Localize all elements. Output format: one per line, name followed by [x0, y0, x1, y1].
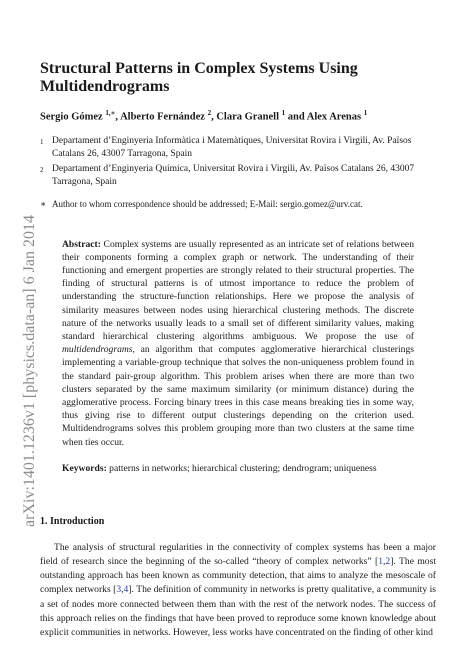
intro-text-1: The analysis of structural regularities in the connectivity of complex systems has been a major field of research since the beginning of the so-called “theory of complex networks” [	[40, 541, 436, 567]
citation-separator: ,	[383, 555, 386, 567]
author-name: Alex Arenas	[306, 111, 362, 123]
intro-text-2: ]. The most outstanding approach has been known as community detection, that aims to analyze the mesoscale of complex networks [	[40, 555, 437, 596]
affiliation-text: Departament d’Enginyeria Informàtica i Matemàtiques, Universitat Rovira i Virgili, Av. Països Catalans 26, 43007 Tarragona, Spain	[52, 135, 412, 159]
keywords-text: patterns in networks; hierarchical clustering; dendrogram; uniqueness	[106, 462, 377, 474]
affiliation-number: 2	[40, 165, 44, 174]
author-mark: 1	[363, 109, 368, 117]
affiliation-number: 1	[40, 137, 44, 146]
keywords	[62, 463, 414, 474]
paper-title: Structural Patterns in Complex Systems Using Multidendrograms	[40, 60, 358, 95]
author-list: Sergio Gómez $^{1,∗}$, Alberto Fernández $^2$, Clara Granell $^1$ and Alex Arenas $^1$	[40, 109, 368, 123]
citation-link[interactable]: 3	[116, 584, 122, 596]
section-heading: 1. Introduction	[40, 515, 105, 527]
abstract-italic-term: multidendrograms	[62, 344, 133, 356]
author-name: Alberto Fernández	[120, 111, 205, 123]
correspondence-note	[40, 199, 436, 210]
paper-page	[40, 60, 436, 640]
keywords-label: Keywords:	[62, 462, 107, 474]
author-mark: 1,∗	[105, 109, 116, 117]
correspondence-text: Author to whom correspondence should be addressed; E-Mail: sergio.gomez@urv.cat.	[52, 198, 363, 209]
introduction-paragraph	[40, 541, 436, 640]
abstract-text-1: Complex systems are usually represented as an intricate set of relations between their components forming a complex graph or network. The understanding of their functioning and emergent properties are strongly related to their structural properties. The finding of structural patterns is of utmost importance to reduce the problem of understanding the structure-function relationships. Here we propose the analysis of similarity measures between nodes using hierarchical clustering methods. The discrete nature of the networks usually leads to a small set of different similarity values, making standard hierarchical clustering algorithms ambiguous. We propose the use of	[62, 238, 414, 342]
correspondence-star: ∗	[40, 198, 47, 209]
arxiv-identifier: arXiv:1401.1236v1 [physics.data-an] 6 Jan 2014	[21, 215, 38, 527]
affiliation-text: Departament d’Enginyeria Química, Universitat Rovira i Virgili, Av. Països Catalans 26, 43007 Tarragona, Spain	[52, 163, 415, 187]
abstract-text-2: , an algorithm that computes agglomerative hierarchical clusterings implementing a variable-group technique that solves the non-uniqueness problem found in the standard pair-group algorithm. This problem arises when there are more than two clusters separated by the same maximum similarity (or minimum distance) during the agglomerative process. Forcing binary trees in this case means breaking ties in some way, thus giving rise to different output clusterings depending on the criterion used. Multidendrograms solves this problem grouping more than two clusters at the same time when ties occur.	[62, 344, 414, 448]
citation-link[interactable]: 1	[378, 555, 384, 567]
citation-link[interactable]: 2	[385, 555, 391, 567]
abstract	[62, 238, 414, 449]
citation-link[interactable]: 4	[123, 584, 129, 596]
author-name: Clara Granell	[216, 111, 280, 123]
affiliation	[40, 135, 436, 161]
author-mark: 1	[281, 109, 286, 117]
affiliation	[40, 163, 436, 189]
author-mark: 2	[207, 109, 212, 117]
intro-text-3: ]. The definition of community in networks is pretty qualitative, a community is a set of nodes more connected between them than with the rest of the network nodes. The success of this approach relies on the findings that have been proved to reproduce some known knowledge about explicit communities in networks. However, less works have concentrated on the finding of other kind	[40, 584, 436, 638]
author-name: Sergio Gómez	[40, 111, 103, 123]
citation-separator: ,	[121, 584, 124, 596]
abstract-label: Abstract:	[62, 238, 101, 250]
